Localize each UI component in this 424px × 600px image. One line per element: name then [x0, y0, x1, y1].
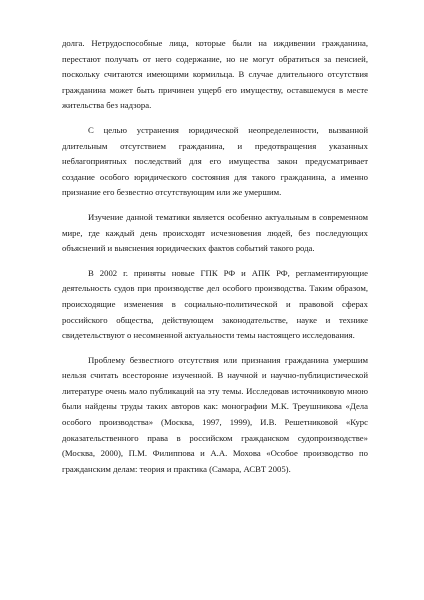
body-text — [62, 36, 368, 477]
paragraph-procedure-codes: В 2002 г. приняты новые ГПК РФ и АПК РФ, регламентирующие деятельность судов при производстве дел особого производства. Таким образом, происходящие изменения в социально-политической и правовой сферах российского общества, действующем законодательстве, науке и технике свидетельствуют о несомненной актуальности темы настоящего исследования. — [62, 267, 368, 341]
paragraph-relevance: Изучение данной тематики является особенно актуальным в современном мире, где каждый день происходят исчезновения людей, без последующих объяснений и выяснения юридических фактов событий такого рода. — [62, 211, 368, 254]
paragraph-literature: Проблему безвестного отсутствия или признания гражданина умершим нельзя считать всесторонне изученной. В научной и научно-публицистической литературе очень мало публикаций на эту темы. Исследовав источниковую мною были найдены труды таких авторов как: монографии М.К. Треушникова «Дела особого производства» (Москва, 1997, 1999), И.В. Решетниковой «Курс доказательственного права в российском гражданском судопроизводстве» (Москва, 2000), П.М. Филиппова и А.А. Мохова «Особое производство по гражданским делам: теория и практика (Самара, АСВТ 2005). — [62, 354, 368, 474]
paragraph-continuation: долга. Нетрудоспособные лица, которые были на иждивении гражданина, перестают получать от него содержание, но не могут обратиться за пенсией, поскольку считаются имеющими кормильца. В случае длительного отсутствия гражданина может быть причинен ущерб его имуществу, оставшемуся в месте жительства без надзора. — [62, 38, 368, 111]
paragraph-legal-uncertainty: С целью устранения юридической неопределенности, вызванной длительным отсутствием гражданина, и предотвращения указанных неблагоприятных последствий для его имущества закон предусматривает создание особого юридического состояния для такого гражданина, а именно признание его безвестно отсутствующим или же умершим. — [62, 124, 368, 198]
